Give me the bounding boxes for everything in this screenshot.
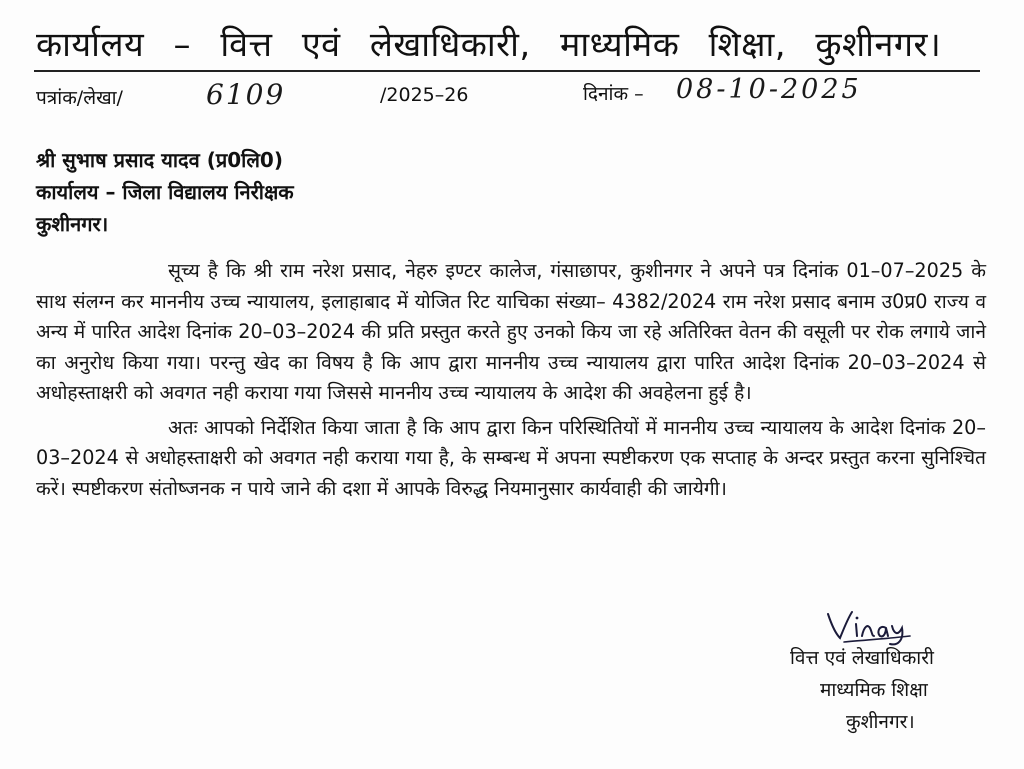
handwritten-signature <box>824 606 914 646</box>
signatory-block <box>790 642 990 738</box>
addressee-office: कार्यालय – जिला विद्यालय निरीक्षक <box>36 180 294 204</box>
signatory-place: कुशीनगर। <box>846 711 915 733</box>
addressee-place: कुशीनगर। <box>36 212 109 236</box>
reference-number: 6109 <box>206 78 286 111</box>
addressee-name: श्री सुभाष प्रसाद यादव (प्र0लि0) <box>36 148 283 172</box>
reference-year: /2025–26 <box>380 84 469 106</box>
letter-body <box>36 256 986 508</box>
date-value: 08-10-2025 <box>676 74 862 105</box>
reference-row <box>36 74 986 118</box>
signatory-designation: वित्त एवं लेखाधिकारी <box>790 647 934 669</box>
body-paragraph-1: सूच्य है कि श्री राम नरेश प्रसाद, नेहरु इण्टर कालेज, गंसाछापर, कुशीनगर ने अपने पत्र दिनांक 01–07–2025 के साथ संलग्न कर माननीय उच्च न्यायालय, इलाहाबाद में योजित रिट याचिका संख्या– 4382/2024 राम नरेश प्रसाद बनाम उ0प्र0 राज्य व अन्य में पारित आदेश दिनांक 20–03–2024 की प्रति प्रस्तुत करते हुए उनको किय जा रहे अतिरिक्त वेतन की वसूली पर रोक लगाये जाने का अनुरोध किया गया। परन्तु खेद का विषय है कि आप द्वारा माननीय उच्च न्यायालय द्वारा पारित आदेश दिनांक 20–03–2024 से अधोहस्ताक्षरी को अवगत नही कराया गया जिससे माननीय उच्च न्यायालय के आदेश की अवहेलना हुई है। <box>36 259 986 404</box>
office-header-title: कार्यालय – वित्त एवं लेखाधिकारी, माध्यमिक शिक्षा, कुशीनगर। <box>36 25 942 65</box>
signatory-department: माध्यमिक शिक्षा <box>820 679 928 701</box>
date-label: दिनांक – <box>583 83 644 105</box>
reference-label: पत्रांक/लेखा/ <box>36 87 123 109</box>
addressee-block <box>36 144 294 240</box>
body-paragraph-2: अतः आपको निर्देशित किया जाता है कि आप द्वारा किन परिस्थितियों में माननीय उच्च न्यायालय के आदेश दिनांक 20–03–2024 से अधोहस्ताक्षरी को अवगत नही कराया गया है, के सम्बन्ध में अपना स्पष्टीकरण एक सप्ताह के अन्दर प्रस्तुत करना सुनिश्चित करें। स्पष्टीकरण संतोष्जनक न पाये जाने की दशा में आपके विरुद्ध नियमानुसार कार्यवाही की जायेगी। <box>36 415 986 500</box>
header-underline <box>34 70 980 72</box>
